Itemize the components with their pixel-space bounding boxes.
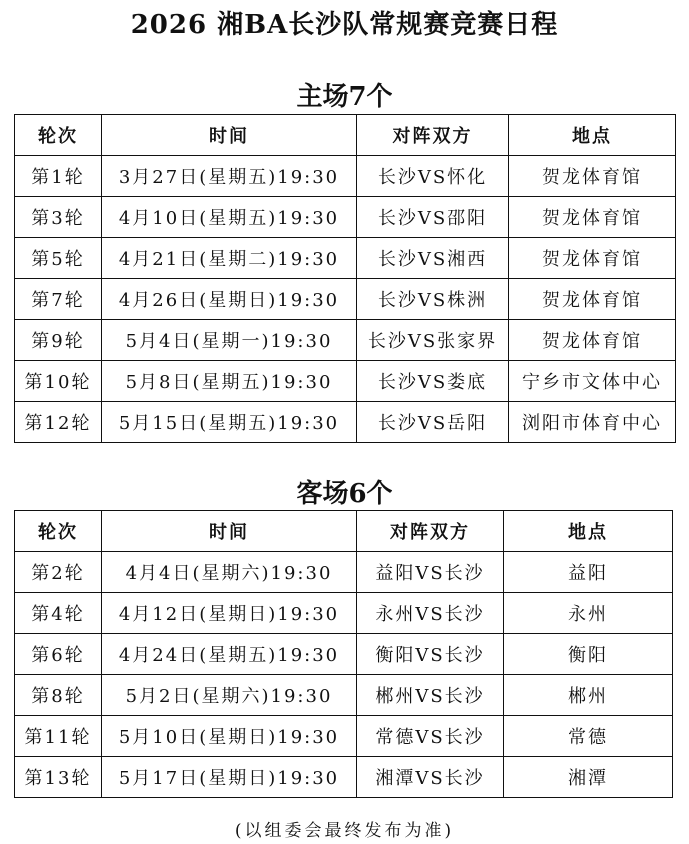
time-cell: 5月17日(星期日)19:30 (102, 757, 357, 798)
time-cell: 5月4日(星期一)19:30 (102, 320, 357, 361)
time-cell: 3月27日(星期五)19:30 (102, 156, 357, 197)
round-cell: 第12轮 (15, 402, 102, 443)
table-row (15, 634, 673, 675)
table-header-row (15, 511, 673, 552)
matchup-cell: 长沙VS株洲 (357, 279, 509, 320)
column-header-venue: 地点 (509, 115, 676, 156)
column-header-round: 轮次 (15, 115, 102, 156)
table-row (15, 361, 676, 402)
away-schedule-table (14, 510, 673, 798)
round-cell: 第10轮 (15, 361, 102, 402)
venue-cell: 宁乡市文体中心 (509, 361, 676, 402)
venue-cell: 贺龙体育馆 (509, 156, 676, 197)
time-cell: 4月4日(星期六)19:30 (102, 552, 357, 593)
time-cell: 5月15日(星期五)19:30 (102, 402, 357, 443)
time-cell: 5月2日(星期六)19:30 (102, 675, 357, 716)
matchup-cell: 益阳VS长沙 (357, 552, 504, 593)
time-cell: 4月24日(星期五)19:30 (102, 634, 357, 675)
table-row (15, 675, 673, 716)
time-cell: 4月26日(星期日)19:30 (102, 279, 357, 320)
table-row (15, 320, 676, 361)
home-schedule-table (14, 114, 676, 443)
matchup-cell: 长沙VS娄底 (357, 361, 509, 402)
matchup-cell: 长沙VS邵阳 (357, 197, 509, 238)
table-row (15, 238, 676, 279)
matchup-cell: 湘潭VS长沙 (357, 757, 504, 798)
venue-cell: 郴州 (504, 675, 673, 716)
venue-cell: 永州 (504, 593, 673, 634)
time-cell: 4月21日(星期二)19:30 (102, 238, 357, 279)
table-row (15, 716, 673, 757)
matchup-cell: 衡阳VS长沙 (357, 634, 504, 675)
column-header-matchup: 对阵双方 (357, 511, 504, 552)
venue-cell: 湘潭 (504, 757, 673, 798)
venue-cell: 贺龙体育馆 (509, 279, 676, 320)
round-cell: 第8轮 (15, 675, 102, 716)
table-row (15, 593, 673, 634)
home-heading: 主场7个 (296, 82, 393, 112)
time-cell: 4月10日(星期五)19:30 (102, 197, 357, 238)
time-cell: 5月10日(星期日)19:30 (102, 716, 357, 757)
table-header-row (15, 115, 676, 156)
round-cell: 第5轮 (15, 238, 102, 279)
time-cell: 4月12日(星期日)19:30 (102, 593, 357, 634)
matchup-cell: 常德VS长沙 (357, 716, 504, 757)
round-cell: 第6轮 (15, 634, 102, 675)
matchup-cell: 郴州VS长沙 (357, 675, 504, 716)
round-cell: 第13轮 (15, 757, 102, 798)
venue-cell: 益阳 (504, 552, 673, 593)
round-cell: 第4轮 (15, 593, 102, 634)
away-heading: 客场6个 (296, 479, 393, 509)
column-header-time: 时间 (102, 115, 357, 156)
table-row (15, 552, 673, 593)
table-row (15, 402, 676, 443)
footnote: (以组委会最终发布为准) (234, 821, 455, 841)
column-header-round: 轮次 (15, 511, 102, 552)
venue-cell: 浏阳市体育中心 (509, 402, 676, 443)
column-header-matchup: 对阵双方 (357, 115, 509, 156)
matchup-cell: 长沙VS岳阳 (357, 402, 509, 443)
matchup-cell: 永州VS长沙 (357, 593, 504, 634)
venue-cell: 贺龙体育馆 (509, 197, 676, 238)
document-title: 2026 湘BA长沙队常规赛竞赛日程 (130, 10, 559, 40)
venue-cell: 常德 (504, 716, 673, 757)
round-cell: 第3轮 (15, 197, 102, 238)
matchup-cell: 长沙VS湘西 (357, 238, 509, 279)
venue-cell: 贺龙体育馆 (509, 238, 676, 279)
column-header-time: 时间 (102, 511, 357, 552)
venue-cell: 贺龙体育馆 (509, 320, 676, 361)
matchup-cell: 长沙VS张家界 (357, 320, 509, 361)
round-cell: 第7轮 (15, 279, 102, 320)
table-row (15, 156, 676, 197)
round-cell: 第9轮 (15, 320, 102, 361)
time-cell: 5月8日(星期五)19:30 (102, 361, 357, 402)
round-cell: 第1轮 (15, 156, 102, 197)
matchup-cell: 长沙VS怀化 (357, 156, 509, 197)
table-row (15, 197, 676, 238)
table-row (15, 279, 676, 320)
table-row (15, 757, 673, 798)
venue-cell: 衡阳 (504, 634, 673, 675)
column-header-venue: 地点 (504, 511, 673, 552)
round-cell: 第11轮 (15, 716, 102, 757)
round-cell: 第2轮 (15, 552, 102, 593)
